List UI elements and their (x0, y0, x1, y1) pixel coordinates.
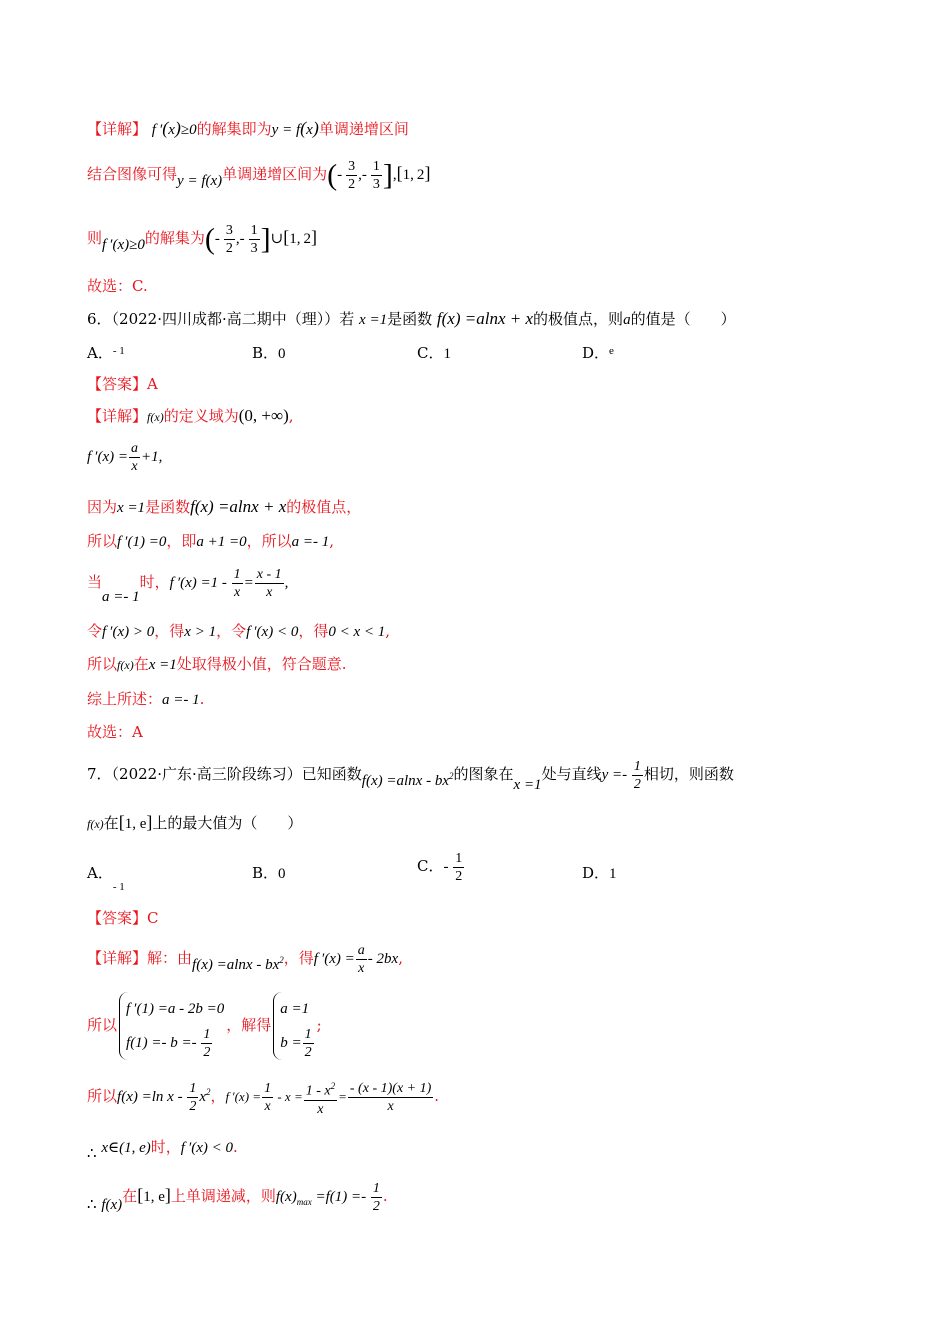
text: ，得 (298, 622, 329, 640)
math-line: y =- $\frac{1}{2}$ (601, 759, 641, 792)
option-label: A． (87, 864, 113, 882)
text: ，所以 (246, 532, 292, 550)
math: f ′(x) < 0 (180, 1140, 234, 1156)
text: ，解得 (226, 1016, 272, 1034)
math: x∈(1, e) (101, 1140, 151, 1156)
text: 处取得极小值，符合题意. (176, 655, 347, 673)
question-7 (87, 758, 734, 793)
math: f(x) (87, 817, 104, 831)
text: 是函数 (387, 310, 433, 328)
math: x =1 (359, 312, 388, 328)
q6-detail-5 (87, 566, 289, 605)
option-value: - 1 (112, 345, 125, 357)
text: 单调递增区间 (318, 120, 409, 138)
math: f ′(x) > 0 (102, 624, 155, 640)
text: 在 (122, 1186, 138, 1205)
option-value: 1 (443, 346, 451, 362)
option-value-minus-half: - $\frac{1}{2}$ (443, 851, 463, 884)
detail-tag: 【详解】 (87, 948, 148, 967)
text: 结合图像可得 (87, 164, 178, 183)
therefore-symbol: ∴ (87, 1196, 97, 1213)
q6-detail-8: 综上所述：a =- 1. (87, 690, 205, 708)
math: f ′(x) < 0 (246, 624, 299, 640)
math-interval: [1, e] (137, 1184, 171, 1205)
q6-detail-9: 故选：A (87, 723, 143, 741)
option-value: 0 (278, 866, 286, 882)
detail-line-3 (87, 222, 317, 257)
q6-detail-4: 所以f ′(1) =0，即a +1 =0，所以a =- 1, (87, 532, 335, 550)
option-label: A． (87, 344, 113, 362)
math: f ′(1) =0 (117, 534, 167, 550)
option-c[interactable] (417, 850, 465, 885)
option-label: B． (252, 864, 279, 882)
math-domain: (0, +∞) (238, 406, 289, 425)
text: 时， (139, 572, 170, 591)
math-function: f(x) =alnx + x (190, 497, 287, 516)
text: 则 (87, 228, 103, 247)
math-derivative-expansion: f ′(x) = $\frac{1}{x}$ - x = $\frac{1 - x^2}{x}$ = $\frac{- (x - 1)(x + 1)}{x}$ (226, 1089, 435, 1104)
text: 在 (103, 814, 119, 832)
text: ，得 (283, 948, 314, 967)
question-7-line-2 (87, 812, 302, 833)
math-interval: [1, e] (118, 812, 153, 832)
math: x > 1 (184, 624, 217, 640)
math-system: f ′(1) =a - 2b =0 f(1) =- b =- $\frac{1}{2}$ (119, 992, 224, 1060)
math-derivative: f ′(x) = $\frac{a}{x}$ +1, (87, 441, 163, 474)
option-c[interactable] (417, 342, 451, 363)
detail-tag: 【详解】 (87, 120, 148, 138)
text: 综上所述： (87, 690, 163, 708)
q6-detail-6: 令f ′(x) > 0，得x > 1，令f ′(x) < 0，得0 < x < 1, (87, 622, 391, 640)
q6-detail-7 (87, 653, 347, 674)
option-value: - 1 (112, 881, 125, 893)
q6-detail-1: 【详解】f(x)的定义域为(0, +∞), (87, 406, 294, 425)
math: a (623, 312, 631, 328)
option-d[interactable] (582, 342, 614, 363)
text: 是函数 (145, 498, 191, 516)
option-value: 1 (609, 866, 617, 882)
text: 的极值点， (286, 498, 362, 516)
option-value: e (609, 345, 614, 357)
text: 所以 (87, 1016, 118, 1034)
question-source: （2022·广东·高三阶段练习）已知函数 (111, 764, 362, 783)
math: a +1 =0 (196, 534, 247, 550)
math-function: f(x) =alnx + x (436, 309, 534, 328)
math-fprime-ge0: f ′(x)≥0 (151, 118, 197, 138)
detail-line-4: 故选：C. (87, 277, 148, 295)
math-function: $f(x) =alnx - bx^2$ (192, 954, 284, 973)
text: 所以 (87, 1086, 118, 1105)
text: 的图象在 (453, 764, 514, 783)
text: 单调递增区间为 (222, 164, 328, 183)
math: f(x) (101, 1196, 123, 1213)
option-label: D． (582, 344, 610, 362)
math-y-eq-fx: y = f(x) (271, 118, 319, 138)
math-function: f(x) =ln x - $\frac{1}{2}$ $x^2$ (117, 1080, 211, 1114)
q7-detail-3: 所以f(x) =ln x - $\frac{1}{2}$ $x^2$，f ′(x) = $\frac{1}{x}$ - x = $\frac{1 - x^2}{x}$ = $\frac{- (x - 1)(x + 1)}{x}$ . (87, 1078, 439, 1118)
math: a =- 1 (291, 534, 330, 550)
text: 当 (87, 572, 103, 591)
text: 上单调递减，则 (170, 1186, 276, 1205)
text: 的极值点，则 (533, 310, 624, 328)
detail-line-1 (87, 118, 409, 139)
math-fprime-ge0: f ′(x)≥0 (102, 236, 145, 253)
math-max-value: $f(x)_{max} =f(1)$ =- $\frac{1}{2}$ (275, 1181, 380, 1214)
math-solution-set: (- $\frac{3}{2}$ ,- $\frac{1}{3}$ ]∪[1, 2] (204, 222, 317, 256)
answer-7: 【答案】C (87, 909, 159, 927)
option-b[interactable] (252, 862, 286, 883)
math: x =1 (117, 500, 146, 516)
q7-detail-1: 【详解】解：由$f(x) =alnx - bx^2$，得f ′(x) = $\frac{a}{x}$ - 2bx, (87, 943, 403, 976)
math-derivative: f ′(x) =1 - $\frac{1}{x}$ = $\frac{x - 1}{x}$ , (169, 567, 289, 600)
option-label: C． (417, 856, 444, 875)
question-number: 6． (87, 310, 112, 328)
therefore-symbol: ∴ (87, 1146, 97, 1162)
option-label: C． (417, 344, 444, 362)
question-source: （2022·四川成都·高二期中（理））若 (111, 310, 355, 328)
q7-detail-5: ∴ f(x)在[1, e]上单调递减，则$f(x)_{max} =f(1)$ =- $\frac{1}{2}$ . (87, 1181, 388, 1214)
text: 的定义域为 (163, 407, 239, 425)
math: f(x) (147, 410, 164, 424)
text: 时， (150, 1138, 181, 1156)
text: ，令 (216, 622, 247, 640)
detail-line-2 (87, 158, 430, 193)
math-y-eq-fx: y = f(x) (177, 172, 223, 189)
math-system-solution: a =1 b = $\frac{1}{2}$ (273, 992, 314, 1060)
option-label: D． (582, 864, 610, 882)
math-derivative: f ′(x) = $\frac{a}{x}$ - 2bx (313, 943, 399, 976)
math-function: $f(x) =alnx - bx^2$ (361, 770, 454, 789)
question-number: 7． (87, 764, 112, 783)
q7-detail-2: 所以 f ′(1) =a - 2b =0 f(1) =- b =- $\frac{1}{2}$ ，解得 a =1 b = $\frac{1}{2}$ ; (87, 992, 322, 1060)
math: a =- 1 (102, 588, 140, 605)
math-interval: (- $\frac{3}{2}$ ,- $\frac{1}{3}$ ],[1, 2] (327, 158, 431, 192)
math: 0 < x < 1 (328, 624, 386, 640)
text: ，得 (154, 622, 185, 640)
text: 的解集为 (144, 228, 205, 247)
text: 令 (87, 622, 103, 640)
answer-6: 【答案】A (87, 375, 158, 393)
math: f(x) (117, 658, 134, 672)
option-a[interactable] (87, 342, 125, 363)
math: x =1 (513, 776, 542, 793)
math: a =- 1 (162, 692, 200, 708)
q6-detail-2 (87, 440, 162, 475)
text: 解：由 (147, 948, 193, 967)
option-value: 0 (278, 346, 286, 362)
text: 的解集即为 (196, 120, 272, 138)
text: 所以 (87, 655, 118, 673)
text: 处与直线 (541, 764, 602, 783)
text: 上的最大值为（ ） (152, 814, 303, 832)
option-label: B． (252, 344, 279, 362)
text: 的值是（ ） (630, 310, 736, 328)
option-a[interactable] (87, 862, 125, 893)
option-d[interactable] (582, 862, 617, 883)
q7-detail-4: ∴ x∈(1, e)时，f ′(x) < 0. (87, 1138, 238, 1162)
text: 所以 (87, 532, 118, 550)
text: 相切，则函数 (643, 764, 734, 783)
text: 因为 (87, 498, 118, 516)
text: 在 (133, 655, 149, 673)
q6-detail-3 (87, 496, 361, 517)
option-b[interactable] (252, 342, 286, 363)
detail-tag: 【详解】 (87, 407, 148, 425)
text: ，即 (166, 532, 197, 550)
question-6 (87, 308, 736, 329)
math: x =1 (148, 657, 177, 673)
